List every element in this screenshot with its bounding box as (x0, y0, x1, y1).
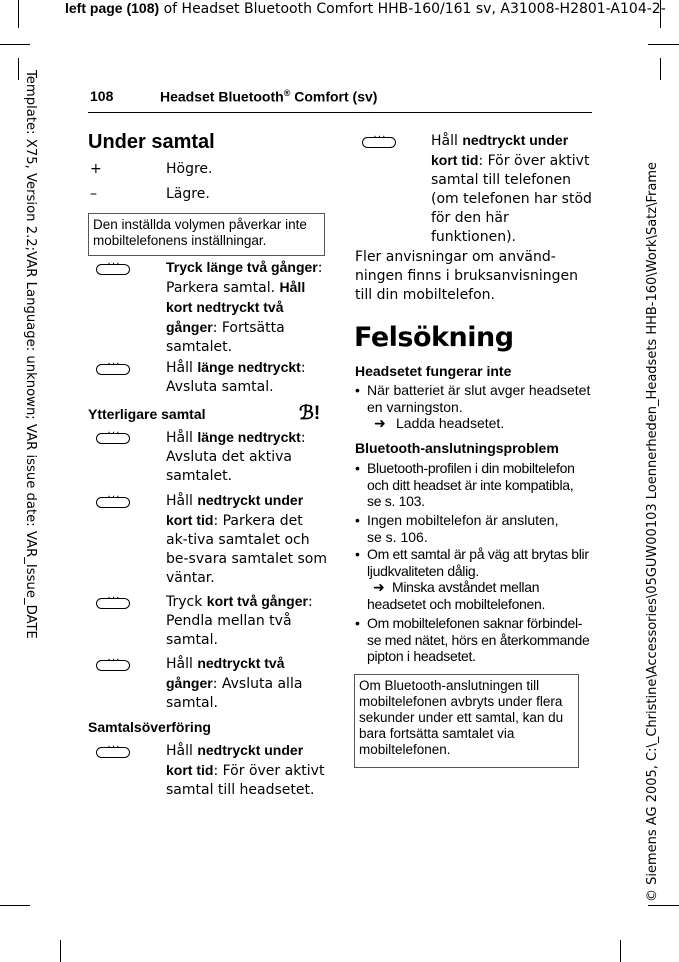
entry-end-call (166, 358, 326, 397)
arrow-right-icon: ➜ (374, 415, 386, 431)
note-volume: Den inställda volymen påverkar inte mobiltelefonens inställningar. (88, 213, 325, 256)
key-icon (96, 433, 130, 444)
list-item-text: När batteriet är slut avger headsetet en varningston. (367, 382, 591, 415)
plus-text: Högre. (166, 161, 213, 177)
network-service-icon: ℬ! (299, 403, 321, 424)
entry-text: : Parkera samtal. (166, 260, 323, 296)
entry-bold: nedtryckt under kort tid (166, 742, 304, 778)
list-item-action (367, 579, 591, 612)
paragraph-more-info: Fler anvisningar om använd-ningen finns i bruksanvisningen till din mobiltelefon. (355, 249, 578, 303)
header-title-rest: Comfort (sv) (290, 88, 378, 105)
page-header-title (160, 88, 377, 105)
entry-text: : För över aktivt samtal till telefonen (om telefonen har stöd för den här funktionen). (431, 153, 592, 245)
plus-symbol: + (90, 161, 102, 177)
entry-transfer-to-headset (166, 741, 326, 800)
key-icon (96, 497, 130, 508)
key-icon (96, 264, 130, 275)
crop-mark (60, 940, 61, 962)
list-item-text: Om ett samtal är på väg att brytas blir ljudkvaliteten dålig. (367, 546, 589, 579)
bullet-dot: • (355, 460, 360, 476)
entry-bold: länge nedtryckt (197, 359, 301, 375)
entry-bold: nedtryckt två gånger (166, 655, 285, 691)
list-item-text: Om mobiltelefonen saknar förbindel-se med nätet, hörs en återkommande pipton i headsetet. (367, 615, 590, 664)
key-icon (96, 364, 130, 375)
frame-top-label (65, 0, 666, 17)
subheading-bluetooth-problem: Bluetooth-anslutningsproblem (355, 440, 559, 456)
entry-text: : Fortsätta samtalet. (166, 320, 285, 355)
page-number: 108 (90, 88, 114, 104)
entry-text: Håll (166, 743, 198, 759)
entry-end-all-calls (166, 654, 326, 713)
frame-top-label-rest: of Headset Bluetooth Comfort HHB-160/161 sv, A31008-H2801-A104-2- (159, 1, 666, 17)
entry-text: : Avsluta alla samtal. (166, 676, 303, 711)
crop-mark (620, 940, 621, 962)
crop-mark (0, 905, 30, 906)
entry-end-active-call (166, 428, 326, 486)
list-item-text: Bluetooth-profilen i din mobiltelefon och ditt headset är inte kompatibla, se s. 103. (367, 460, 575, 509)
crop-mark (18, 0, 19, 28)
entry-text: : För över aktivt samtal till headsetet. (166, 763, 325, 798)
entry-text: Håll (166, 493, 198, 509)
header-title-text: Headset Bluetooth (160, 88, 284, 105)
action-text: Ladda headsetet. (396, 415, 505, 431)
list-item (355, 546, 591, 612)
crop-mark (648, 44, 679, 45)
list-item (355, 382, 591, 432)
minus-symbol: – (90, 186, 97, 202)
frame-top-label-bold: left page (108) (65, 0, 160, 16)
arrow-right-icon: ➜ (373, 579, 385, 595)
entry-bold: Tryck länge två gånger (166, 259, 318, 275)
header-rule (88, 112, 592, 113)
entry-text: : Parkera det ak-tiva samtalet och be-svara samtalet som väntar. (166, 513, 328, 586)
bullet-dot: • (355, 382, 360, 398)
action-text: Minska avståndet mellan headsetet och mobiltelefonen. (367, 579, 546, 612)
minus-text: Lägre. (166, 186, 210, 202)
entry-bold: Håll kort nedtryckt två gånger (166, 279, 306, 335)
section-heading-under-samtal: Under samtal (88, 131, 215, 153)
note-connection-lost: Om Bluetooth-anslutningen till mobiltelefonen avbryts under flera sekunder under ett samtal, kan du bara fortsätta samtalet via mobiltelefonen. (354, 674, 579, 768)
subheading-ytterligare-samtal: Ytterligare samtal (88, 406, 206, 422)
list-item-text: Ingen mobiltelefon är ansluten, se s. 106. (367, 512, 559, 545)
bullet-dot: • (355, 615, 360, 631)
entry-text: Håll (166, 656, 198, 672)
entry-text: : Avsluta det aktiva samtalet. (166, 430, 306, 484)
entry-text: : Avsluta samtal. (166, 360, 306, 395)
key-icon (362, 137, 396, 148)
crop-mark (18, 58, 19, 80)
crop-mark (648, 905, 679, 906)
entry-bold: länge nedtryckt (197, 429, 301, 445)
entry-bold: nedtryckt under kort tid (431, 132, 569, 168)
key-icon (96, 747, 130, 758)
key-icon (96, 598, 130, 609)
bullet-dot: • (355, 546, 360, 562)
entry-text: : Pendla mellan två samtal. (166, 594, 313, 648)
entry-park-answer (166, 491, 328, 588)
section-heading-felsokning: Felsökning (354, 322, 514, 353)
crop-mark (0, 44, 30, 45)
list-item (355, 460, 591, 510)
subheading-headset-not-working: Headsetet fungerar inte (355, 363, 512, 379)
key-icon (96, 660, 130, 671)
frame-right-vertical: © Siemens AG 2005, C:\_Christine\Accessories\05GUW00103 Loennerheden_Headsets HHB-160\Work\Satz\Frame (645, 162, 660, 902)
entry-text: Håll (166, 360, 198, 376)
entry-toggle-calls (166, 592, 326, 650)
entry-park-call (166, 258, 326, 357)
bullet-dot: • (355, 512, 360, 528)
list-item (355, 615, 591, 665)
entry-text: Tryck (166, 594, 207, 610)
frame-left-vertical: Template: X75, Version 2.2;VAR Language: unknown; VAR issue date: VAR_Issue_DATE (23, 70, 38, 639)
entry-transfer-to-phone (431, 131, 593, 247)
entry-text: Håll (431, 133, 463, 149)
entry-bold: kort två gånger (206, 593, 308, 609)
list-item (355, 512, 591, 545)
entry-bold: nedtryckt under kort tid (166, 492, 304, 528)
entry-text: Håll (166, 430, 198, 446)
header-title-reg: ® (283, 88, 291, 98)
list-item-action (374, 415, 591, 432)
subheading-samtalsoverforing: Samtalsöverföring (88, 719, 211, 735)
